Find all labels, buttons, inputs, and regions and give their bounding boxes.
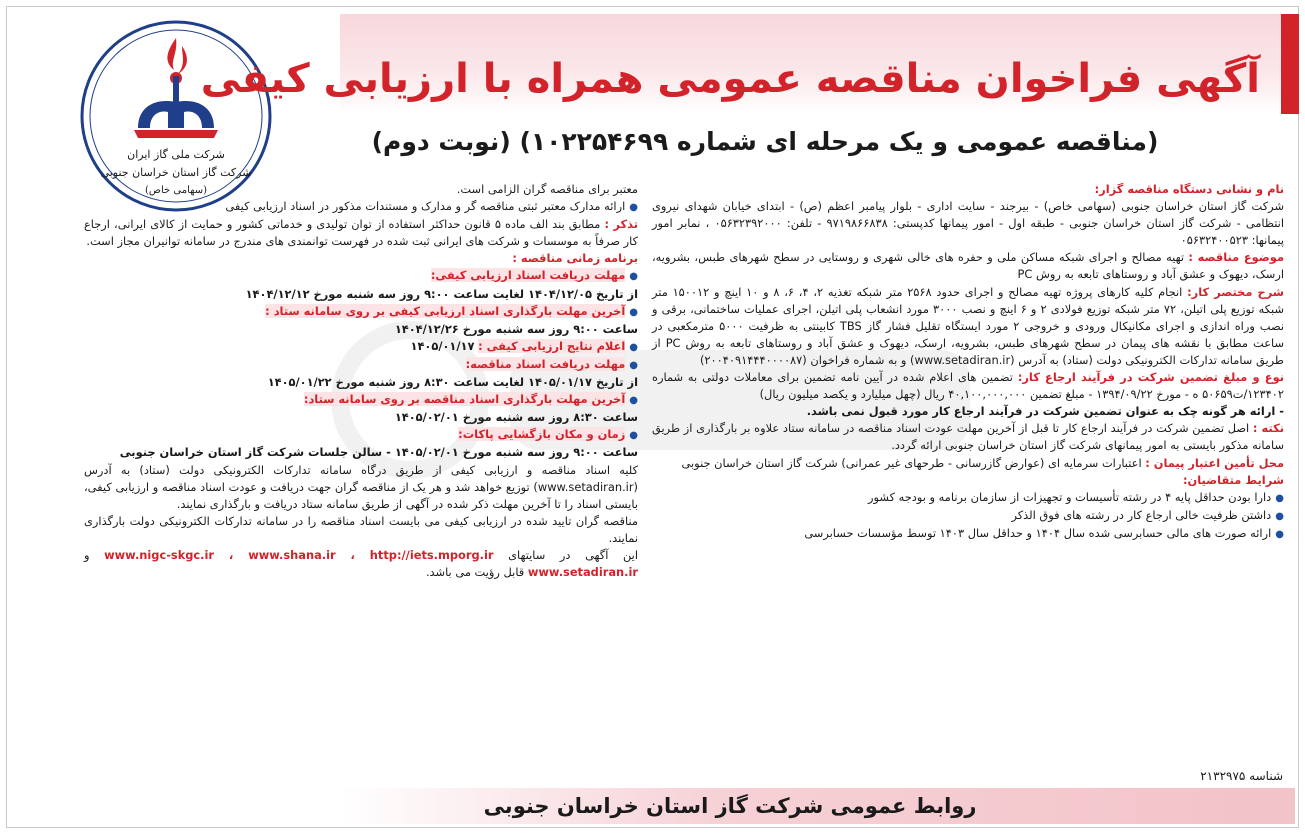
guarantee-label: نوع و مبلغ تضمین شرکت در فرآیند ارجاع کار: [1017,370,1284,385]
schedule-item-label: آخرین مهلت بارگذاری اسناد ارزیابی کیفی بر روی سامانه ستاد : [265,303,626,318]
schedule-item-label: اعلام نتایج ارزیابی کیفی : [478,338,626,353]
condition-item: ●داشتن ظرفیت خالی ارجاع کار در رشته های فوق الذکر [1011,507,1284,522]
bullet-icon: ● [629,359,638,371]
right-column [652,181,1284,543]
schedule-item-text: ۱۴۰۵/۰۱/۱۷ [410,338,475,353]
bullet-icon: ● [629,271,638,283]
sites-links[interactable]: www.nigc-skgc.ir ، www.shana.ir ، http://iets.mporg.ir [104,547,494,562]
header-accent-strip [1281,14,1299,114]
notice-title: آگهی فراخوان مناقصه عمومی همراه با ارزیابی کیفی [200,56,1260,102]
notice-subtitle: (مناقصه عمومی و یک مرحله ای شماره ۱۰۲۲۵۴۶۹۹) (نوبت دوم) [371,127,1159,156]
guarantee-note: - ارائه هر گونه چک به عنوان تضمین شرکت در فرآیند ارجاع کار مورد قبول نمی باشد. [806,404,1284,419]
svg-text:(سهامی خاص): (سهامی خاص) [144,185,208,196]
guarantee-text: تضمین های اعلام شده در آیین نامه تضمین برای معاملات دولتی به شماره ۱۲۳۴۰۲/ت۵۰۶۵۹ ه - مورخ ۱۳۹۴/۰۹/۲۲ - مبلغ تضمین ۴۰,۱۰۰,۰۰۰,۰۰۰ ریال (چهل میلیارد و یکصد میلیون ریال) [652,370,1284,402]
schedule-item-label: زمان و مکان بازگشایی پاکات: [458,427,626,442]
bullet-icon: ● [629,341,638,353]
svg-text:شرکت گاز استان خراسان جنوبی: شرکت گاز استان خراسان جنوبی [100,166,252,179]
schedule-item-text: از تاریخ ۱۴۰۵/۰۱/۱۷ لغایت ساعت ۸:۳۰ روز شنبه مورخ ۱۴۰۵/۰۱/۲۲ [267,375,638,390]
schedule-item-label: مهلت دریافت اسناد مناقصه: [465,356,626,371]
schedule-item-label: آخرین مهلت بارگذاری اسناد مناقصه بر روی سامانه ستاد: [303,392,626,407]
schedule-item-text: از تاریخ ۱۴۰۴/۱۲/۰۵ لغایت ساعت ۹:۰۰ روز سه شنبه مورخ ۱۴۰۴/۱۲/۱۲ [245,286,638,301]
summary-label: شرح مختصر کار: [1187,284,1284,299]
condition-item: ●ارائه صورت های مالی حسابرسی شده سال ۱۴۰۴ و حداقل سال ۱۴۰۳ توسط مؤسسات حسابرسی [804,525,1284,540]
notice-serial: شناسه ۲۱۳۲۹۷۵ [1200,769,1283,783]
organizer-text: شرکت گاز استان خراسان جنوبی (سهامی خاص) - بیرجند - سایت اداری - بلوار پیامبر اعظم (ص) - ابتدای خیابان شهدای نیروی انتظامی - شرکت گاز استان خراسان جنوبی - طبقه اول - امور پیمانها کدپستی: ۹۷۱۹۸۶۶۸۳۸ - تلفن: ۰۵۶۳۲۳۹۲۰۰۰ ، نمابر امور پیمانها: ۰۵۶۳۲۴۰۰۵۲۳ [652,199,1285,248]
bullet-icon: ● [629,395,638,407]
footer-signature: روابط عمومی شرکت گاز استان خراسان جنوبی [483,794,977,818]
bullet-icon: ● [629,430,638,442]
bullet-icon: ● [1275,528,1284,540]
reminder-label: تذکر : [604,217,638,232]
schedule-item-text: ساعت ۹:۰۰ روز سه شنبه مورخ ۱۴۰۴/۱۲/۲۶ [394,321,638,336]
distribution-text: کلیه اسناد مناقصه و ارزیابی کیفی از طریق درگاه سامانه تدارکات الکترونیکی دولت (ستاد) به آدرس (www.setadiran.ir) توزیع خواهد شد و هر یک از مناقصه گران جهت دریافت و عودت اسناد مناقصه و ارزیابی کیفی، بایستی اسناد را تا آخرین مهلت ذکر شده در آگهی از طریق سامانه ستاد دریافت و بارگذاری نمایند. [84,462,638,511]
sites-prefix: این آگهی در سایتهای [508,547,638,562]
bullet-icon: ● [1275,510,1284,522]
subject-text: تهیه مصالح و اجرای شبکه مساکن ملی و حفره های خالی شهری و روستایی در سطح شهرهای طبس، بشرویه، ارسک، دیهوک و عشق آباد و روستاهای تابعه به روش PC [652,250,1284,282]
subject-label: موضوع مناقصه : [1188,250,1285,265]
sites-and: و [84,547,90,562]
docs-bullet: ●ارائه مدارک معتبر ثبتی مناقصه گر و مدارک و مستندات مذکور در اسناد ارزیابی کیفی [225,199,638,214]
setad-link[interactable]: www.setadiran.ir [527,565,638,580]
approved-text: مناقصه گران تایید شده در ارزیابی کیفی می بایست اسناد مناقصه را در سامانه تدارکات الکترونیکی دولت بارگذاری نمایند. [84,513,638,545]
left-column [84,181,638,581]
tip-text: اصل تضمین شرکت در فرآیند ارجاع کار تا قبل از آخرین مهلت عودت اسناد مناقصه در سامانه ستاد علاوه بر بارگذاری از طریق سامانه مذکور بایستی به امور پیمانهای شرکت گاز استان خراسان جنوبی ارائه گردد. [652,421,1284,453]
svg-text:شرکت ملی گاز ایران: شرکت ملی گاز ایران [127,148,225,161]
bullet-icon: ● [629,202,638,214]
bullet-icon: ● [629,306,638,318]
cont-text: معتبر برای مناقصه گران الزامی است. [456,182,638,196]
conditions-label: شرایط متقاضیان: [1182,472,1284,487]
reminder-text: مطابق بند الف ماده ۵ قانون حداکثر استفاده از توان تولیدی و خدماتی کشور و حمایت از کالای ایرانی، ارجاع کار صرفاً به موسسات و شرکت های ایرانی ثبت شده در فهرست توانمندی های مندرج در سامانه توانیران مجاز است. [84,217,638,249]
schedule-item-label: مهلت دریافت اسناد ارزیابی کیفی: [430,268,626,283]
tip-label: نکته : [1252,421,1284,436]
organizer-label: نام و نشانی دستگاه مناقصه گزار: [1094,182,1284,196]
schedule-label: برنامه زمانی مناقصه : [512,251,638,266]
sites-suffix: قابل رؤیت می باشد. [425,565,525,580]
schedule-item-text: ساعت ۹:۰۰ روز سه شنبه مورخ ۱۴۰۵/۰۲/۰۱ - سالن جلسات شرکت گاز استان خراسان جنوبی [119,445,638,460]
summary-text: انجام کلیه کارهای پروژه تهیه مصالح و اجرای حدود ۲۵۶۸ متر شبکه تغذیه ۲، ۴، ۶، ۸ و ۱۰ اینچ و ۱۵۰۰۱۲ متر شبکه توزیع پلی اتیلن، ۷۲ متر شبکه توزیع فولادی ۲ و ۶ اینچ و نصب ۳۰۰۰ مورد انشعاب پلی اتیلن، اجرای عملیات ساختمانی، برقی و نصب وراه اندازی و اجرای مکانیکال ورودی و خروجی ۲ مورد ایستگاه تقلیل فشار گاز TBS کابینتی به ظرفیت ۵۰۰۰ مترمکعبی در ساعت مطابق با نقشه های پیمان در سطح شهرهای طبس، بشرویه، ارسک، دیهوک و عشق آباد و روستاهای تابعه به روش PC از طریق سامانه تدارکات الکترونیکی دولت (ستاد) به آدرس (www.setadiran.ir) و به شماره فراخوان (۲۰۰۴۰۹۱۴۴۴۰۰۰۰۸۷) [652,284,1285,367]
funding-label: محل تأمین اعتبار پیمان : [1145,455,1284,470]
schedule-item-text: ساعت ۸:۳۰ روز سه شنبه مورخ ۱۴۰۵/۰۲/۰۱ [394,410,638,425]
bullet-icon: ● [1275,492,1284,504]
funding-text: اعتبارات سرمایه ای (عوارض گازرسانی - طرحهای غیر عمرانی) شرکت گاز استان خراسان جنوبی [681,455,1142,470]
sites-line [84,547,638,581]
condition-item: ●دارا بودن حداقل پایه ۴ در رشته تأسیسات و تجهیزات از سازمان برنامه و بودجه کشور [868,489,1284,504]
